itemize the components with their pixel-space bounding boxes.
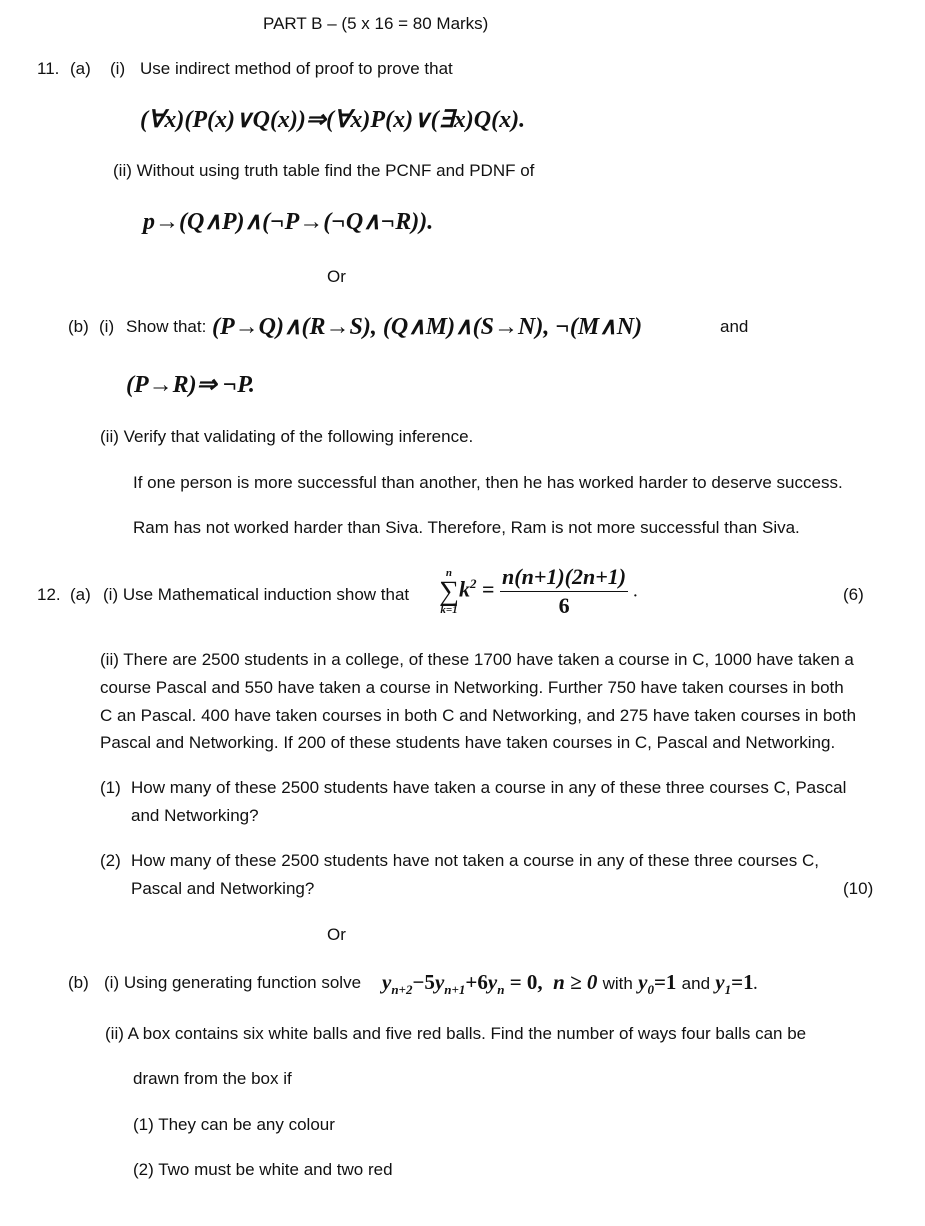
- sub: 0: [647, 982, 654, 998]
- q11-b-i-formula2: (P→R)⇒ ¬P.: [126, 372, 255, 398]
- q12-or: Or: [327, 925, 346, 944]
- q12-a-ii-line: C an Pascal. 400 have taken courses in both C and Networking, and 275 have taken courses in both: [100, 706, 857, 725]
- and-text: and: [681, 974, 711, 993]
- q12-a-ii-2-label: (2): [100, 851, 121, 870]
- summation: [439, 568, 459, 616]
- sigma-symbol: ∑: [439, 575, 459, 607]
- value: =1: [653, 970, 677, 994]
- q11-or: Or: [327, 267, 346, 286]
- sub: n+1: [444, 982, 466, 998]
- q11-b-label: (b): [68, 317, 89, 336]
- q12-b-ii-2: (2) Two must be white and two red: [133, 1160, 393, 1179]
- q12-a-ii-1-line: and Networking?: [131, 806, 259, 825]
- q11-a-i-formula: (∀x)(P(x)∨Q(x))⇒(∀x)P(x)∨(∃x)Q(x).: [140, 107, 526, 133]
- q11-a-label: (a): [70, 59, 91, 78]
- fraction: [500, 563, 628, 620]
- term: −5: [412, 970, 435, 994]
- sum-exp: 2: [469, 576, 477, 592]
- equals: =: [481, 576, 495, 602]
- q12-a-i-marks: (6): [843, 585, 864, 604]
- q11-a-ii-text: (ii) Without using truth table find the PCNF and PDNF of: [113, 161, 535, 180]
- term: = 0,: [509, 970, 543, 994]
- q12-number: 12.: [37, 585, 61, 604]
- q11-a-i-text: Use indirect method of proof to prove that: [140, 59, 453, 78]
- q12-a-label: (a): [70, 585, 91, 604]
- sub: 1: [724, 982, 732, 998]
- sum-lower: k=1: [440, 603, 458, 616]
- recurrence-formula: [382, 967, 757, 1005]
- q11-b-ii-line1: If one person is more successful than another, then he has worked harder to deserve success.: [133, 473, 843, 492]
- y: y: [434, 970, 445, 994]
- q11-a-ii-formula: p→(Q∧P)∧(¬P→(¬Q∧¬R)).: [143, 209, 434, 235]
- sub: n+2: [391, 982, 413, 998]
- y: y: [487, 970, 498, 994]
- q12-a-ii-1-line: How many of these 2500 students have taken a course in any of these three courses C, Pascal: [131, 778, 847, 797]
- y: y: [382, 970, 392, 994]
- q12-b-ii-text2: drawn from the box if: [133, 1069, 292, 1088]
- numerator: n(n+1)(2n+1): [500, 563, 628, 592]
- q11-b-i-formula: (P→Q)∧(R→S), (Q∧M)∧(S→N), ¬(M∧N): [212, 314, 643, 340]
- q12-a-ii-line: (ii) There are 2500 students in a college, of these 1700 have taken a course in C, 1000 have taken a: [100, 650, 854, 669]
- value: =1: [731, 970, 754, 994]
- period: .: [753, 978, 758, 993]
- sum-upper: n: [445, 566, 453, 579]
- q11-b-i-text: Show that:: [126, 317, 207, 336]
- with-text: with: [602, 974, 633, 993]
- q12-b-ii-1: (1) They can be any colour: [133, 1115, 335, 1134]
- q11-b-ii-line2: Ram has not worked harder than Siva. Therefore, Ram is not more successful than Siva.: [133, 518, 800, 537]
- y: y: [715, 970, 725, 994]
- q11-b-ii-text: (ii) Verify that validating of the following inference.: [100, 427, 474, 446]
- period: .: [633, 585, 638, 601]
- q11-b-i-label: (i): [99, 317, 115, 336]
- sub: n: [497, 982, 505, 998]
- q12-a-ii-line: Pascal and Networking. If 200 of these students have taken courses in C, Pascal and Networking.: [100, 733, 836, 752]
- q11-number: 11.: [37, 59, 60, 78]
- sum-formula: [439, 563, 637, 620]
- q12-b-label: (b): [68, 973, 89, 992]
- y: y: [638, 970, 648, 994]
- denominator: 6: [558, 593, 570, 618]
- q11-b-i-and: and: [720, 317, 749, 336]
- q12-a-ii-1-label: (1): [100, 778, 121, 797]
- q12-a-i-text: (i) Use Mathematical induction show that: [103, 585, 410, 604]
- sum-term: k: [458, 576, 470, 602]
- section-header: PART B – (5 x 16 = 80 Marks): [263, 14, 489, 33]
- q12-a-ii-marks: (10): [843, 879, 874, 898]
- q12-a-ii-2-line: How many of these 2500 students have not taken a course in any of these three courses C,: [131, 851, 819, 870]
- q12-b-i-text: (i) Using generating function solve: [104, 973, 362, 992]
- condition: n ≥ 0: [553, 970, 598, 994]
- q12-a-ii-2-line: Pascal and Networking?: [131, 879, 315, 898]
- q11-a-i-label: (i): [110, 59, 126, 78]
- term: +6: [465, 970, 488, 994]
- q12-b-ii-text: (ii) A box contains six white balls and five red balls. Find the number of ways four balls can be: [105, 1024, 807, 1043]
- q12-a-ii-line: course Pascal and 550 have taken a course in Networking. Further 750 have taken courses in both: [100, 678, 844, 697]
